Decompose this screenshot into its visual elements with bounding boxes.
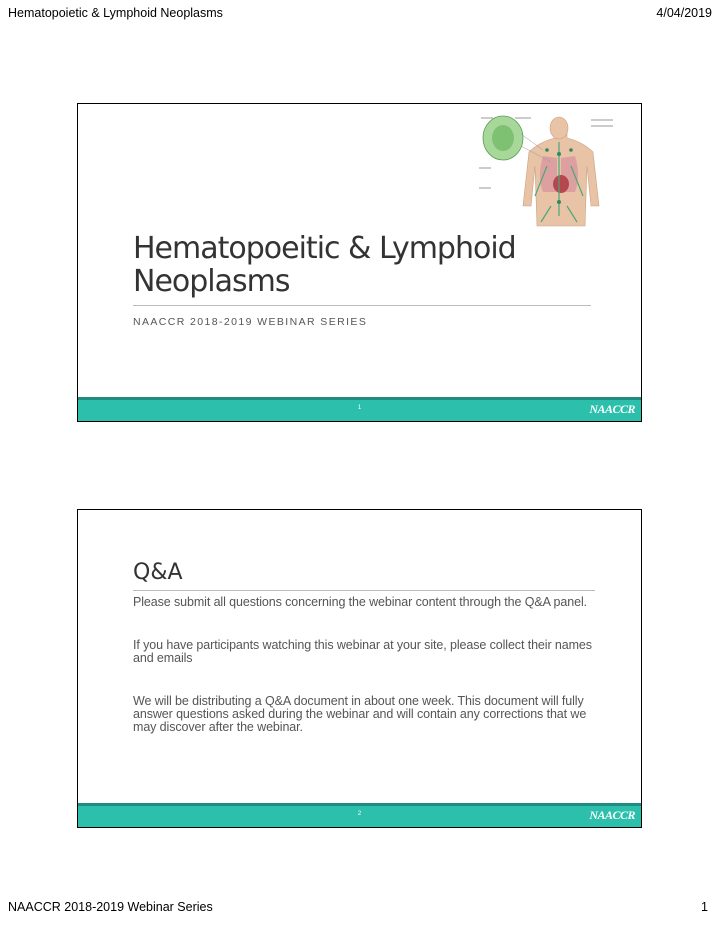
body-paragraph: Please submit all questions concerning the webinar content through the Q&A panel. <box>133 595 587 609</box>
lymphatic-system-illustration <box>471 106 621 236</box>
title-divider <box>133 590 595 591</box>
body-paragraph: If you have participants watching this webinar at your site, please collect their names and emails <box>133 638 592 665</box>
slide-subtitle: NAACCR 2018-2019 WEBINAR SERIES <box>133 316 368 328</box>
naaccr-logo: NAACCR <box>589 402 635 416</box>
body-paragraph: We will be distributing a Q&A document in about one week. This document will fully answer questions asked during the webinar and will contain any corrections that we may discover after the webinar. <box>133 694 587 734</box>
header-title: Hematopoietic & Lymphoid Neoplasms <box>8 6 223 20</box>
slide-number: 1 <box>357 405 362 411</box>
slide-number: 2 <box>357 811 362 817</box>
naaccr-logo: NAACCR <box>589 808 635 822</box>
footer-series: NAACCR 2018-2019 Webinar Series <box>8 900 213 914</box>
header-date: 4/04/2019 <box>656 6 712 20</box>
slide-2 <box>77 509 642 828</box>
slide-title: Hematopoeitic & Lymphoid Neoplasms <box>133 231 516 299</box>
footer-page-number: 1 <box>701 900 708 914</box>
title-divider <box>133 305 591 306</box>
slide-footer-bar <box>78 803 641 827</box>
slide-title: Q&A <box>133 560 183 585</box>
slide-body <box>133 596 603 764</box>
slide-1 <box>77 103 642 422</box>
slide-footer-bar <box>78 397 641 421</box>
